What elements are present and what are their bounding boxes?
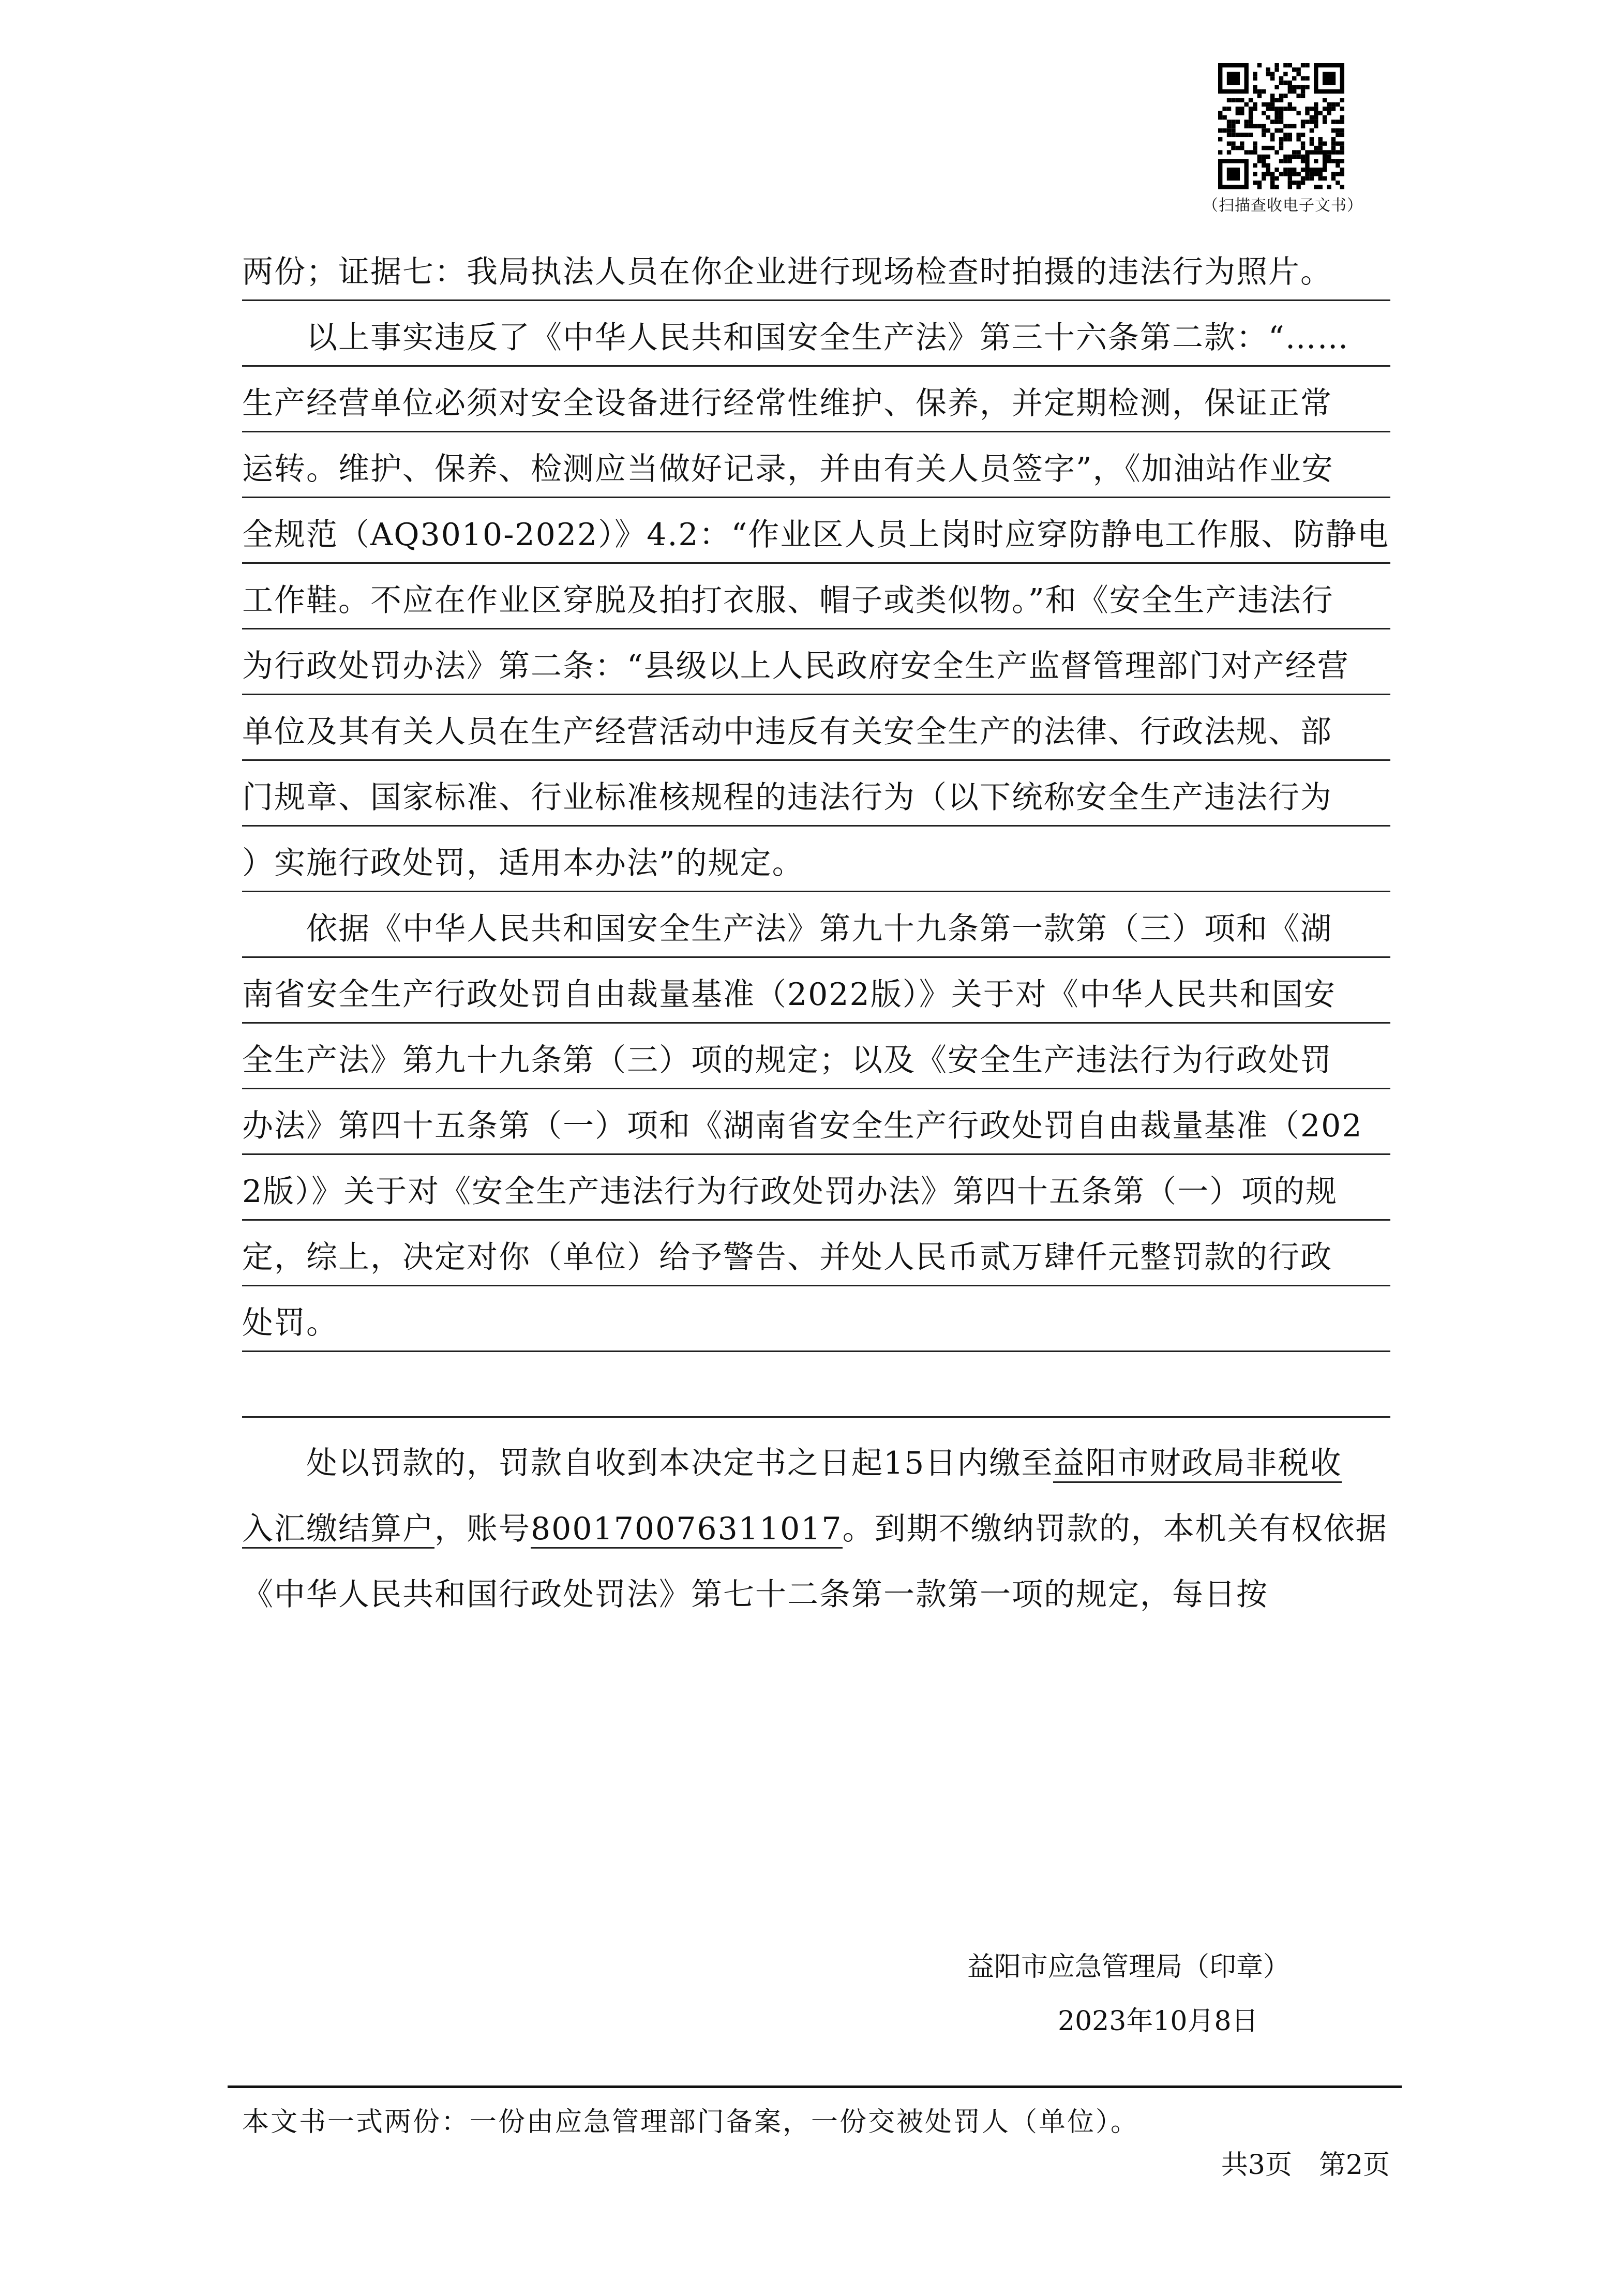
qr-caption: （扫描查收电子文书） [1203,197,1363,215]
body-line: 门规章、国家标准、行业标准核规程的违法行为（以下统称安全生产违法行为 [242,772,1390,827]
body-line: 生产经营单位必须对安全设备进行经常性维护、保养，并定期检测，保证正常 [242,378,1390,432]
payment-text: ，账号 [434,1511,531,1547]
body-line: 处罚。 [242,1297,1390,1352]
body-line: 办法》第四十五条第（一）项和《湖南省安全生产行政处罚自由裁量基准（202 [242,1100,1390,1155]
body-line-blank [242,1363,1390,1418]
payment-line-2 [242,1503,1390,1558]
payment-text: 。到期不缴纳罚款的，本机关有权依据 [842,1511,1388,1547]
body-line: 单位及其有关人员在生产经营活动中违反有关安全生产的法律、行政法规、部 [242,706,1390,761]
issue-date: 2023年10月8日 [1058,2006,1258,2037]
body-line: 全生产法》第九十九条第（三）项的规定；以及《安全生产违法行为行政处罚 [242,1034,1390,1089]
body-line: ）实施行政处罚，适用本办法”的规定。 [242,837,1390,892]
body-line: 依据《中华人民共和国安全生产法》第九十九条第一款第（三）项和《湖 [242,903,1390,958]
body-line: 工作鞋。不应在作业区穿脱及拍打衣服、帽子或类似物。”和《安全生产违法行 [242,575,1390,629]
body-line: 全规范（AQ3010-2022）》4.2：“作业区人员上岗时应穿防静电工作服、防静电 [242,509,1390,564]
qr-code[interactable] [1218,63,1344,189]
payment-line-1 [242,1437,1390,1492]
body-line: 运转。维护、保养、检测应当做好记录，并由有关人员签字”，《加油站作业安 [242,443,1390,498]
payment-account-number: 800170076311017 [531,1511,843,1549]
page-number: 共3页 第2页 [1221,2150,1390,2181]
payment-account-name: 益阳市财政局非税收 [1053,1445,1342,1483]
footer-divider [228,2085,1402,2088]
payment-line-3: 《中华人民共和国行政处罚法》第七十二条第一款第一项的规定，每日按 [242,1577,1268,1613]
issuing-authority: 益阳市应急管理局（印章） [967,1952,1291,1983]
body-line: 南省安全生产行政处罚自由裁量基准（2022版）》关于对《中华人民共和国安 [242,969,1390,1024]
body-line: 以上事实违反了《中华人民共和国安全生产法》第三十六条第二款：“…… [242,312,1390,367]
body-line: 2版）》关于对《安全生产违法行为行政处罚办法》第四十五条第（一）项的规 [242,1166,1390,1221]
footer-note: 本文书一式两份：一份由应急管理部门备案，一份交被处罚人（单位）。 [242,2107,1139,2138]
qr-code-icon [1218,63,1344,189]
body-line: 两份；证据七：我局执法人员在你企业进行现场检查时拍摄的违法行为照片。 [242,246,1390,301]
body-line: 为行政处罚办法》第二条：“县级以上人民政府安全生产监督管理部门对产经营 [242,640,1390,695]
body-line: 定，综上，决定对你（单位）给予警告、并处人民币贰万肆仟元整罚款的行政 [242,1232,1390,1286]
payment-text: 处以罚款的，罚款自收到本决定书之日起15日内缴至 [242,1445,1054,1481]
payment-account-name-cont: 入汇缴结算户 [242,1511,434,1549]
